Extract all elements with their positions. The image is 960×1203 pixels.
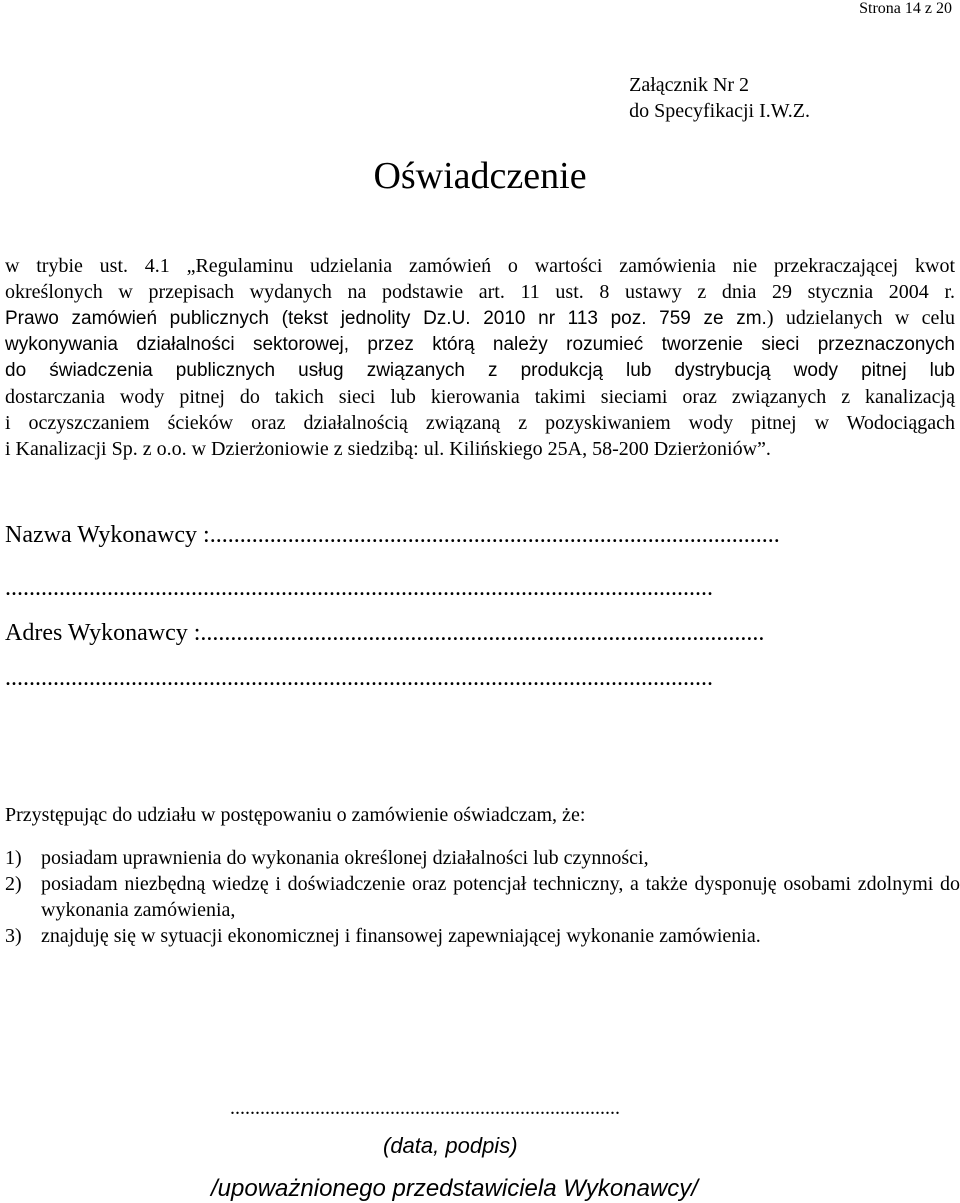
intro-line-3-sans: Prawo zamówień publicznych (tekst jednolity Dz.U. 2010 nr 113 poz. 759 ze zm. [5, 308, 767, 329]
list-item-number: 1) [5, 847, 22, 869]
intro-line-3-rest: ) udzielanych w celu [766, 307, 955, 329]
representative-label: /upoważnionego przedstawiciela Wykonawcy/ [211, 1175, 698, 1202]
contractor-name-continuation[interactable]: ...................................................................................................................... [5, 575, 713, 601]
annex-label [629, 72, 810, 124]
declaration-list [5, 845, 960, 949]
list-item-text: posiadam niezbędną wiedzę i doświadczenie oraz potencjał techniczny, a także dysponuję osobami zdolnymi do wykonania zamówienia, [41, 873, 960, 921]
list-item-text: znajduję się w sytuacji ekonomicznej i finansowej zapewniającej wykonanie zamówienia. [41, 925, 761, 947]
list-item [5, 923, 960, 949]
list-item-number: 2) [5, 873, 22, 895]
declaration-intro: Przystępując do udziału w postępowaniu o zamówienie oświadczam, że: [5, 804, 586, 826]
contractor-address-continuation[interactable]: ...................................................................................................................... [5, 665, 713, 691]
annex-line-1: Załącznik Nr 2 [629, 74, 750, 96]
intro-line-5: do świadczenia publicznych usług związanych z produkcją lub dystrybucją wody pitnej lub [5, 360, 955, 381]
list-item [5, 845, 960, 871]
intro-line-2: określonych w przepisach wydanych na podstawie art. 11 ust. 8 ustawy z dnia 29 stycznia 2004 r. [5, 281, 955, 303]
intro-line-7: i oczyszczaniem ścieków oraz działalnością związaną z pozyskiwaniem wody pitnej w Wodociągach [5, 412, 955, 434]
document-title: Oświadczenie [373, 155, 587, 197]
list-item [5, 871, 960, 923]
intro-line-4: wykonywania działalności sektorowej, przez którą należy rozumieć tworzenie sieci przeznaczonych [5, 334, 955, 355]
contractor-name-field[interactable]: Nazwa Wykonawcy :............................................................................................... [5, 522, 780, 548]
intro-line-1: w trybie ust. 4.1 „Regulaminu udzielania zamówień o wartości zamówienia nie przekraczającej kwot [5, 255, 955, 277]
signature-label: (data, podpis) [383, 1133, 518, 1158]
intro-paragraph [5, 253, 955, 462]
signature-line[interactable]: .............................................................................. [230, 1097, 620, 1119]
list-item-text: posiadam uprawnienia do wykonania określonej działalności lub czynności, [41, 847, 649, 869]
intro-line-8: i Kanalizacji Sp. z o.o. w Dzierżoniowie z siedzibą: ul. Kilińskiego 25A, 58-200 Dzierżoniów”. [5, 438, 771, 460]
list-item-number: 3) [5, 925, 22, 947]
intro-line-3 [5, 305, 955, 332]
annex-line-2: do Specyfikacji I.W.Z. [629, 100, 810, 122]
intro-line-6: dostarczania wody pitnej do takich sieci lub kierowania takimi sieciami oraz związanych z kanalizacją [5, 386, 955, 408]
contractor-address-field[interactable]: Adres Wykonawcy :.............................................................................................. [5, 620, 765, 646]
page-number: Strona 14 z 20 [859, 0, 952, 17]
